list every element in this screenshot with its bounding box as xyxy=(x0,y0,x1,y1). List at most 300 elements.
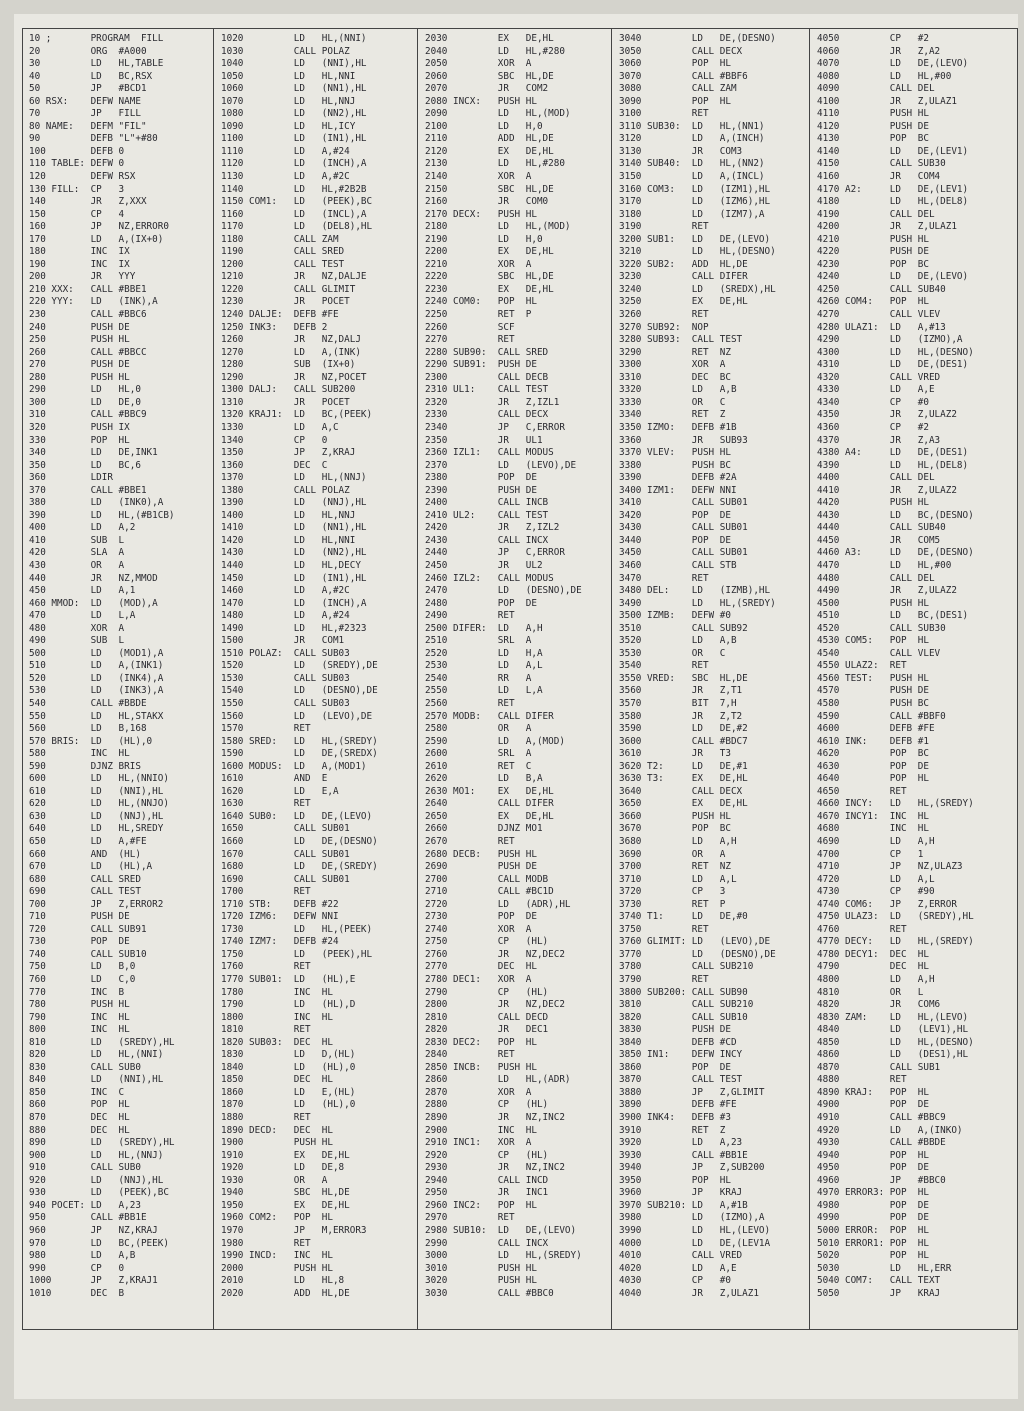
code-line: 1430 LD (NN2),HL xyxy=(221,547,367,559)
code-line: 230 CALL #BBC6 xyxy=(29,309,147,321)
code-line: 690 CALL TEST xyxy=(29,886,141,898)
code-line: 1510 POLAZ: CALL SUB03 xyxy=(221,647,350,659)
code-line: 3010 PUSH HL xyxy=(425,1262,537,1274)
code-line: 1200 CALL TEST xyxy=(221,258,345,270)
code-line: 870 DEC HL xyxy=(29,1112,130,1124)
code-line: 1070 LD HL,NNJ xyxy=(221,95,356,107)
code-line: 3440 POP DE xyxy=(619,534,731,546)
code-line: 2340 JP C,ERROR xyxy=(425,421,565,433)
code-line: 3050 CALL DECX xyxy=(619,45,743,57)
code-line: 3780 CALL SUB210 xyxy=(619,961,754,973)
code-line: 2780 DEC1: XOR A xyxy=(425,974,532,986)
code-line: 4100 JR Z,ULAZ1 xyxy=(817,95,957,107)
code-line: 2680 DECB: PUSH HL xyxy=(425,848,537,860)
code-line: 1690 CALL SUB01 xyxy=(221,873,350,885)
code-line: 680 CALL SRED xyxy=(29,873,141,885)
code-line: 4520 CALL SUB30 xyxy=(817,622,946,634)
code-line: 2600 SRL A xyxy=(425,748,532,760)
code-line: 4600 DEFB #FE xyxy=(817,723,935,735)
code-line: 3900 INK4: DEFB #3 xyxy=(619,1112,731,1124)
code-line: 3980 LD (IZMO),A xyxy=(619,1212,765,1224)
code-line: 2620 LD B,A xyxy=(425,773,543,785)
code-line: 3930 CALL #BB1E xyxy=(619,1149,748,1161)
listing-column-3 xyxy=(425,33,609,1300)
code-line: 2810 CALL DECD xyxy=(425,1011,549,1023)
code-line: 4590 CALL #BBF0 xyxy=(817,710,946,722)
code-line: 3300 XOR A xyxy=(619,359,726,371)
code-line: 2630 MO1: EX DE,HL xyxy=(425,785,554,797)
code-line: 1260 JR NZ,DALJ xyxy=(221,334,361,346)
code-line: 3700 RET NZ xyxy=(619,861,731,873)
code-line: 1940 SBC HL,DE xyxy=(221,1187,350,1199)
code-line: 4240 LD DE,(LEVO) xyxy=(817,271,969,283)
code-line: 4210 PUSH HL xyxy=(817,233,929,245)
code-line: 4910 CALL #BBC9 xyxy=(817,1112,946,1124)
code-line: 2930 JR NZ,INC2 xyxy=(425,1162,565,1174)
code-line: 2910 INC1: XOR A xyxy=(425,1137,532,1149)
code-line: 4960 JP #BBC0 xyxy=(817,1174,946,1186)
code-line: 3500 IZMB: DEFW #0 xyxy=(619,610,731,622)
code-line: 2350 JR UL1 xyxy=(425,434,543,446)
code-line: 4540 CALL VLEV xyxy=(817,647,941,659)
code-line: 4700 CP 1 xyxy=(817,848,924,860)
code-line: 450 LD A,1 xyxy=(29,585,136,597)
code-line: 3080 CALL ZAM xyxy=(619,83,737,95)
code-line: 2940 CALL INCD xyxy=(425,1174,549,1186)
code-line: 4200 JR Z,ULAZ1 xyxy=(817,221,957,233)
code-line: 4970 ERROR3: POP HL xyxy=(817,1187,929,1199)
code-line: 1570 RET xyxy=(221,723,311,735)
code-line: 1790 LD (HL),D xyxy=(221,999,356,1011)
code-line: 650 LD A,#FE xyxy=(29,836,147,847)
code-line: 4120 PUSH DE xyxy=(817,120,929,132)
code-line: 4310 LD DE,(DES1) xyxy=(817,359,969,371)
code-line: 3290 RET NZ xyxy=(619,346,731,358)
code-line: 2550 LD L,A xyxy=(425,685,543,697)
code-line: 2400 CALL INCB xyxy=(425,497,549,509)
code-line: 3800 SUB200: CALL SUB90 xyxy=(619,986,748,998)
code-line: 4300 LD HL,(DESNO) xyxy=(817,346,974,358)
code-line: 3390 DEFB #2A xyxy=(619,472,737,484)
code-line: 2690 PUSH DE xyxy=(425,861,537,873)
code-line: 4160 JR COM4 xyxy=(817,171,941,183)
code-line: 4450 JR COM5 xyxy=(817,534,941,546)
code-line: 4410 JR Z,ULAZ2 xyxy=(817,484,957,496)
code-line: 2200 EX DE,HL xyxy=(425,246,554,258)
code-line: 120 DEFW RSX xyxy=(29,171,136,183)
code-line: 4870 CALL SUB1 xyxy=(817,1061,941,1073)
code-line: 2160 JR COM0 xyxy=(425,196,549,208)
code-line: 4730 CP #90 xyxy=(817,886,935,898)
code-line: 1310 JR POCET xyxy=(221,396,350,408)
code-line: 4060 JR Z,A2 xyxy=(817,45,941,57)
code-line: 2310 UL1: CALL TEST xyxy=(425,384,549,396)
code-line: 2650 EX DE,HL xyxy=(425,810,554,822)
code-line: 2140 XOR A xyxy=(425,171,532,183)
code-line: 5020 POP HL xyxy=(817,1250,929,1262)
code-line: 3360 JR SUB93 xyxy=(619,434,748,446)
code-line: 2860 LD HL,(ADR) xyxy=(425,1074,571,1086)
code-line: 3680 LD A,H xyxy=(619,836,737,847)
code-line: 2430 CALL INCX xyxy=(425,534,549,546)
code-line: 3970 SUB210: LD A,#1B xyxy=(619,1199,748,1211)
code-line: 4360 CP #2 xyxy=(817,421,929,433)
code-line: 490 SUB L xyxy=(29,635,125,647)
code-line: 2580 OR A xyxy=(425,723,532,735)
code-line: 460 MMOD: LD (MOD),A xyxy=(29,597,158,609)
code-line: 2250 RET P xyxy=(425,309,532,321)
code-line: 930 LD (PEEK),BC xyxy=(29,1187,169,1199)
code-line: 1090 LD HL,ICY xyxy=(221,120,356,132)
code-line: 2120 EX DE,HL xyxy=(425,145,554,157)
code-line: 4110 PUSH HL xyxy=(817,108,929,120)
code-line: 1970 JP M,ERROR3 xyxy=(221,1224,367,1236)
code-line: 1750 LD (PEEK),HL xyxy=(221,948,373,960)
code-line: 2490 RET xyxy=(425,610,515,622)
code-line: 720 CALL SUB91 xyxy=(29,923,147,935)
code-line: 1180 CALL ZAM xyxy=(221,233,339,245)
code-line: 790 INC HL xyxy=(29,1011,130,1023)
code-line: 590 DJNZ BRIS xyxy=(29,760,141,772)
code-line: 2570 MODB: CALL DIFER xyxy=(425,710,554,722)
code-line: 110 TABLE: DEFW 0 xyxy=(29,158,125,170)
code-line: 2900 INC HL xyxy=(425,1124,537,1136)
code-line: 700 JP Z,ERROR2 xyxy=(29,898,164,910)
code-line: 2880 CP (HL) xyxy=(425,1099,549,1111)
code-line: 4380 A4: LD DE,(DES1) xyxy=(817,447,969,459)
code-line: 2170 DECX: PUSH HL xyxy=(425,208,537,220)
code-line: 30 LD HL,TABLE xyxy=(29,58,164,70)
code-line: 1600 MODUS: LD A,(MOD1) xyxy=(221,760,367,772)
code-line: 3090 POP HL xyxy=(619,95,731,107)
code-line: 3570 BIT 7,H xyxy=(619,697,737,709)
code-line: 420 SLA A xyxy=(29,547,125,559)
code-line: 4550 ULAZ2: RET xyxy=(817,660,907,672)
code-line: 1960 COM2: POP HL xyxy=(221,1212,333,1224)
code-line: 1900 PUSH HL xyxy=(221,1137,333,1149)
code-line: 4810 OR L xyxy=(817,986,924,998)
code-line: 1000 JP Z,KRAJ1 xyxy=(29,1275,158,1287)
code-line: 1160 LD (INCL),A xyxy=(221,208,367,220)
code-line: 3260 RET xyxy=(619,309,709,321)
code-line: 3380 PUSH BC xyxy=(619,459,731,471)
code-line: 2270 RET xyxy=(425,334,515,346)
code-line: 580 INC HL xyxy=(29,748,130,760)
code-line: 1460 LD A,#2C xyxy=(221,585,350,597)
code-line: 3240 LD (SREDX),HL xyxy=(619,283,776,295)
code-line: 2330 CALL DECX xyxy=(425,409,549,421)
code-line: 3600 CALL #BDC7 xyxy=(619,735,748,747)
code-line: 1300 DALJ: CALL SUB200 xyxy=(221,384,356,396)
code-line: 3040 LD DE,(DESNO) xyxy=(619,33,776,44)
code-line: 2470 LD (DESNO),DE xyxy=(425,585,582,597)
column-divider xyxy=(417,29,418,1329)
code-line: 2100 LD H,0 xyxy=(425,120,543,132)
code-line: 4390 LD HL,(DEL8) xyxy=(817,459,969,471)
code-line: 4000 LD DE,(LEV1A xyxy=(619,1237,771,1249)
code-line: 4050 CP #2 xyxy=(817,33,929,44)
code-line: 3850 IN1: DEFW INCY xyxy=(619,1049,743,1061)
code-line: 600 LD HL,(NNIO) xyxy=(29,773,169,785)
code-line: 1380 CALL POLAZ xyxy=(221,484,350,496)
code-line: 280 PUSH HL xyxy=(29,371,130,383)
code-line: 3330 OR C xyxy=(619,396,726,408)
code-line: 2290 SUB91: PUSH DE xyxy=(425,359,537,371)
code-line: 4430 LD BC,(DESNO) xyxy=(817,509,974,521)
code-line: 100 DEFB 0 xyxy=(29,145,125,157)
code-line: 2660 DJNZ MO1 xyxy=(425,823,543,835)
code-line: 3740 T1: LD DE,#0 xyxy=(619,911,748,923)
code-line: 1880 RET xyxy=(221,1112,311,1124)
code-line: 1420 LD HL,NNI xyxy=(221,534,356,546)
code-line: 4250 CALL SUB40 xyxy=(817,283,946,295)
code-line: 2050 XOR A xyxy=(425,58,532,70)
code-line: 880 DEC HL xyxy=(29,1124,130,1136)
code-line: 4350 JR Z,ULAZ2 xyxy=(817,409,957,421)
code-line: 3020 PUSH HL xyxy=(425,1275,537,1287)
code-line: 2480 POP DE xyxy=(425,597,537,609)
code-line: 2530 LD A,L xyxy=(425,660,543,672)
code-line: 3370 VLEV: PUSH HL xyxy=(619,447,731,459)
code-line: 3180 LD (IZM7),A xyxy=(619,208,765,220)
code-line: 2920 CP (HL) xyxy=(425,1149,549,1161)
code-line: 4630 POP DE xyxy=(817,760,929,772)
code-line: 4340 CP #0 xyxy=(817,396,929,408)
code-line: 3580 JR Z,T2 xyxy=(619,710,743,722)
code-line: 210 XXX: CALL #BBE1 xyxy=(29,283,147,295)
code-line: 3760 GLIMIT: LD (LEVO),DE xyxy=(619,936,771,948)
code-line: 240 PUSH DE xyxy=(29,321,130,333)
code-line: 1810 RET xyxy=(221,1024,311,1036)
code-line: 2890 JR NZ,INC2 xyxy=(425,1112,565,1124)
code-line: 250 PUSH HL xyxy=(29,334,130,346)
column-divider xyxy=(611,29,612,1329)
code-line: 2950 JR INC1 xyxy=(425,1187,549,1199)
code-line: 1760 RET xyxy=(221,961,311,973)
code-line: 3520 LD A,B xyxy=(619,635,737,647)
listing-frame xyxy=(22,28,1018,1330)
code-line: 4510 LD BC,(DES1) xyxy=(817,610,969,622)
code-line: 3730 RET P xyxy=(619,898,726,910)
code-line: 1700 RET xyxy=(221,886,311,898)
code-line: 540 CALL #BBDE xyxy=(29,697,147,709)
code-line: 2800 JR NZ,DEC2 xyxy=(425,999,565,1011)
code-line: 1370 LD HL,(NNJ) xyxy=(221,472,367,484)
code-line: 2560 RET xyxy=(425,697,515,709)
code-line: 4420 PUSH HL xyxy=(817,497,929,509)
code-line: 3830 PUSH DE xyxy=(619,1024,731,1036)
code-line: 4470 LD HL,#00 xyxy=(817,559,952,571)
code-line: 2670 RET xyxy=(425,836,515,847)
code-line: 3690 OR A xyxy=(619,848,726,860)
code-line: 390 LD HL,(#B1CB) xyxy=(29,509,175,521)
code-line: 4660 INCY: LD HL,(SREDY) xyxy=(817,798,974,810)
code-line: 470 LD L,A xyxy=(29,610,136,622)
code-line: 2980 SUB10: LD DE,(LEVO) xyxy=(425,1224,577,1236)
code-line: 130 FILL: CP 3 xyxy=(29,183,125,195)
code-line: 2830 DEC2: POP HL xyxy=(425,1036,537,1048)
code-line: 4080 LD HL,#00 xyxy=(817,70,952,82)
code-line: 90 DEFB "L"+#80 xyxy=(29,133,158,145)
code-line: 1550 CALL SUB03 xyxy=(221,697,350,709)
code-line: 2240 COM0: POP HL xyxy=(425,296,537,308)
listing-column-4 xyxy=(619,33,807,1300)
code-line: 2850 INCB: PUSH HL xyxy=(425,1061,537,1073)
code-line: 4020 LD A,E xyxy=(619,1262,737,1274)
code-line: 4940 POP HL xyxy=(817,1149,929,1161)
code-line: 560 LD B,168 xyxy=(29,723,147,735)
code-line: 4220 PUSH DE xyxy=(817,246,929,258)
code-line: 2030 EX DE,HL xyxy=(425,33,554,44)
code-line: 1150 COM1: LD (PEEK),BC xyxy=(221,196,373,208)
code-line: 350 LD BC,6 xyxy=(29,459,141,471)
code-line: 1170 LD (DEL8),HL xyxy=(221,221,373,233)
code-line: 4740 COM6: JP Z,ERROR xyxy=(817,898,957,910)
code-line: 950 CALL #BB1E xyxy=(29,1212,147,1224)
code-line: 1100 LD (IN1),HL xyxy=(221,133,367,145)
code-line: 3270 SUB92: NOP xyxy=(619,321,709,333)
code-line: 4150 CALL SUB30 xyxy=(817,158,946,170)
code-line: 300 LD DE,0 xyxy=(29,396,141,408)
code-line: 970 LD BC,(PEEK) xyxy=(29,1237,169,1249)
code-line: 160 JP NZ,ERROR0 xyxy=(29,221,169,233)
code-line: 80 NAME: DEFM "FIL" xyxy=(29,120,147,132)
code-line: 340 LD DE,INK1 xyxy=(29,447,158,459)
code-line: 4840 LD (LEV1),HL xyxy=(817,1024,969,1036)
code-line: 2180 LD HL,(MOD) xyxy=(425,221,571,233)
code-line: 2280 SUB90: CALL SRED xyxy=(425,346,549,358)
code-line: 3940 JP Z,SUB200 xyxy=(619,1162,765,1174)
code-line: 20 ORG #A000 xyxy=(29,45,147,57)
code-line: 5040 COM7: CALL TEXT xyxy=(817,1275,941,1287)
code-line: 1980 RET xyxy=(221,1237,311,1249)
code-line: 3130 JR COM3 xyxy=(619,145,743,157)
code-line: 3750 RET xyxy=(619,923,709,935)
code-line: 1290 JR NZ,POCET xyxy=(221,371,367,383)
code-line: 1050 LD HL,NNI xyxy=(221,70,356,82)
code-line: 3620 T2: LD DE,#1 xyxy=(619,760,748,772)
code-line: 960 JP NZ,KRAJ xyxy=(29,1224,158,1236)
code-line: 3450 CALL SUB01 xyxy=(619,547,748,559)
code-line: 320 PUSH IX xyxy=(29,421,130,433)
code-line: 1410 LD (NN1),HL xyxy=(221,522,367,534)
code-line: 4290 LD (IZMO),A xyxy=(817,334,963,346)
code-line: 4010 CALL VRED xyxy=(619,1250,743,1262)
code-line: 60 RSX: DEFW NAME xyxy=(29,95,141,107)
code-line: 2220 SBC HL,DE xyxy=(425,271,554,283)
code-line: 400 LD A,2 xyxy=(29,522,136,534)
code-line: 200 JR YYY xyxy=(29,271,136,283)
code-line: 4330 LD A,E xyxy=(817,384,935,396)
code-line: 760 LD C,0 xyxy=(29,974,136,986)
code-line: 3160 COM3: LD (IZM1),HL xyxy=(619,183,771,195)
code-line: 3510 CALL SUB92 xyxy=(619,622,748,634)
code-line: 3060 POP HL xyxy=(619,58,731,70)
code-line: 1390 LD (NNJ),HL xyxy=(221,497,367,509)
code-line: 3480 DEL: LD (IZMB),HL xyxy=(619,585,771,597)
code-line: 4640 POP HL xyxy=(817,773,929,785)
code-line: 10 ; PROGRAM FILL xyxy=(29,33,164,44)
code-line: 4620 POP BC xyxy=(817,748,929,760)
code-line: 3660 PUSH HL xyxy=(619,810,731,822)
code-line: 1590 LD DE,(SREDX) xyxy=(221,748,378,760)
code-line: 1020 LD HL,(NNI) xyxy=(221,33,367,44)
code-line: 1450 LD (IN1),HL xyxy=(221,572,367,584)
code-line: 4990 POP DE xyxy=(817,1212,929,1224)
code-line: 3920 LD A,23 xyxy=(619,1137,743,1149)
code-line: 3790 RET xyxy=(619,974,709,986)
code-line: 2610 RET C xyxy=(425,760,532,772)
code-line: 4680 INC HL xyxy=(817,823,929,835)
code-line: 2640 CALL DIFER xyxy=(425,798,554,810)
code-line: 2300 CALL DECB xyxy=(425,371,549,383)
code-line: 3210 LD HL,(DESNO) xyxy=(619,246,776,258)
code-line: 440 JR NZ,MMOD xyxy=(29,572,158,584)
code-line: 1670 CALL SUB01 xyxy=(221,848,350,860)
code-line: 70 JP FILL xyxy=(29,108,141,120)
code-line: 4750 ULAZ3: LD (SREDY),HL xyxy=(817,911,974,923)
code-line: 260 CALL #BBCC xyxy=(29,346,147,358)
code-line: 5000 ERROR: POP HL xyxy=(817,1224,929,1236)
listing-column-1 xyxy=(29,33,211,1300)
code-line: 3470 RET xyxy=(619,572,709,584)
code-line: 1740 IZM7: DEFB #24 xyxy=(221,936,339,948)
code-line: 800 INC HL xyxy=(29,1024,130,1036)
code-line: 2750 CP (HL) xyxy=(425,936,549,948)
code-line: 1540 LD (DESNO),DE xyxy=(221,685,378,697)
code-line: 3540 RET xyxy=(619,660,709,672)
code-line: 5010 ERROR1: POP HL xyxy=(817,1237,929,1249)
code-line: 2370 LD (LEVO),DE xyxy=(425,459,577,471)
code-line: 2390 PUSH DE xyxy=(425,484,537,496)
code-line: 3720 CP 3 xyxy=(619,886,726,898)
code-line: 1230 JR POCET xyxy=(221,296,350,308)
code-line: 1770 SUB01: LD (HL),E xyxy=(221,974,356,986)
code-line: 3490 LD HL,(SREDY) xyxy=(619,597,776,609)
code-line: 3870 CALL TEST xyxy=(619,1074,743,1086)
code-line: 2820 JR DEC1 xyxy=(425,1024,549,1036)
code-line: 1840 LD (HL),0 xyxy=(221,1061,356,1073)
code-line: 3960 JP KRAJ xyxy=(619,1187,743,1199)
code-line: 4180 LD HL,(DEL8) xyxy=(817,196,969,208)
code-line: 2110 ADD HL,DE xyxy=(425,133,554,145)
code-line: 50 JP #BCD1 xyxy=(29,83,147,95)
code-line: 1130 LD A,#2C xyxy=(221,171,350,183)
code-line: 1250 INK3: DEFB 2 xyxy=(221,321,328,333)
code-line: 150 CP 4 xyxy=(29,208,125,220)
code-line: 4920 LD A,(INKO) xyxy=(817,1124,963,1136)
code-line: 1220 CALL GLIMIT xyxy=(221,283,356,295)
code-line: 710 PUSH DE xyxy=(29,911,130,923)
code-line: 2020 ADD HL,DE xyxy=(221,1287,350,1299)
code-line: 3560 JR Z,T1 xyxy=(619,685,743,697)
code-line: 1860 LD E,(HL) xyxy=(221,1086,356,1098)
code-line: 1120 LD (INCH),A xyxy=(221,158,367,170)
code-line: 4140 LD DE,(LEV1) xyxy=(817,145,969,157)
code-line: 2410 UL2: CALL TEST xyxy=(425,509,549,521)
listing-column-2 xyxy=(221,33,415,1300)
code-line: 3320 LD A,B xyxy=(619,384,737,396)
code-line: 2420 JR Z,IZL2 xyxy=(425,522,560,534)
code-line: 4030 CP #0 xyxy=(619,1275,731,1287)
code-line: 4900 POP DE xyxy=(817,1099,929,1111)
code-line: 1500 JR COM1 xyxy=(221,635,345,647)
code-line: 550 LD HL,STAKX xyxy=(29,710,164,722)
code-line: 3460 CALL STB xyxy=(619,559,737,571)
code-line: 3880 JP Z,GLIMIT xyxy=(619,1086,765,1098)
code-line: 3000 LD HL,(SREDY) xyxy=(425,1250,582,1262)
code-line: 430 OR A xyxy=(29,559,125,571)
